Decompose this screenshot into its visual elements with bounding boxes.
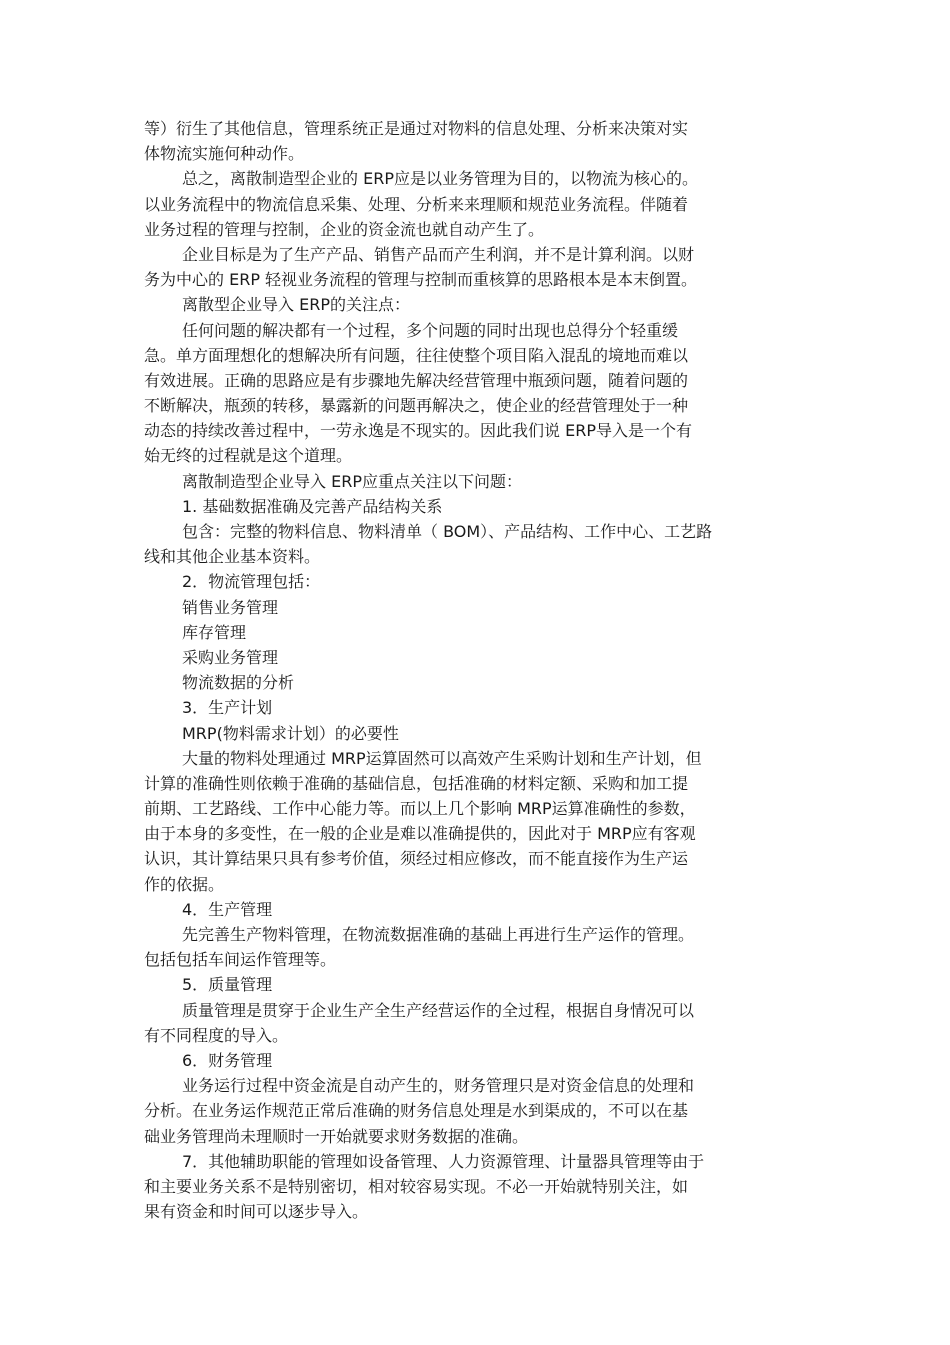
text-line: 物流数据的分析 (182, 673, 295, 693)
text-line: 前期、工艺路线、工作中心能力等。而以上几个影响 MRP运算准确性的参数， (144, 799, 696, 819)
text-line: 离散型企业导入 ERP的关注点： (182, 295, 410, 315)
text-line: 企业目标是为了生产产品、销售产品而产生利润，并不是计算利润。以财 (182, 244, 695, 264)
text-line: 任何问题的解决都有一个过程，多个问题的同时出现也总得分个轻重缓 (182, 320, 679, 340)
text-line: 计算的准确性则依赖于准确的基础信息，包括准确的材料定额、采购和加工提 (144, 773, 689, 793)
text-line: 动态的持续改善过程中，一劳永逸是不现实的。因此我们说 ERP导入是一个有 (144, 421, 692, 441)
text-line: 总之，离散制造型企业的 ERP应是以业务管理为目的，以物流为核心的。 (182, 169, 698, 189)
text-line: 库存管理 (182, 622, 247, 642)
text-line: 7．其他辅助职能的管理如设备管理、人力资源管理、计量器具管理等由于 (182, 1151, 705, 1171)
text-line: 不断解决，瓶颈的转移，暴露新的问题再解决之，使企业的经营管理处于一种 (144, 396, 689, 416)
text-line: 质量管理是贯穿于企业生产全生产经营运作的全过程，根据自身情况可以 (182, 1000, 695, 1020)
text-line: 4．生产管理 (182, 899, 273, 919)
text-line: 业务过程的管理与控制，企业的资金流也就自动产生了。 (144, 219, 545, 239)
text-line: 包含：完整的物料信息、物料清单（ BOM）、产品结构、工作中心、工艺路 (182, 522, 713, 541)
text-line: 2．物流管理包括： (182, 572, 321, 592)
text-line: 础业务管理尚未理顺时一开始就要求财务数据的准确。 (144, 1126, 529, 1146)
text-line: 急。单方面理想化的想解决所有问题，往往使整个项目陷入混乱的境地而难以 (144, 345, 689, 365)
text-line: 有不同程度的导入。 (144, 1025, 289, 1045)
text-line: 业务运行过程中资金流是自动产生的，财务管理只是对资金信息的处理和 (182, 1076, 695, 1096)
text-line: 以业务流程中的物流信息采集、处理、分析来来理顺和规范业务流程。伴随着 (144, 194, 689, 214)
text-line: 果有资金和时间可以逐步导入。 (144, 1202, 369, 1222)
text-line: 线和其他企业基本资料。 (144, 547, 321, 567)
text-line: 体物流实施何种动作。 (144, 144, 305, 164)
text-line: 6．财务管理 (182, 1050, 273, 1070)
text-line: 务为中心的 ERP 轻视业务流程的管理与控制而重核算的思路根本是本末倒置。 (144, 270, 698, 290)
text-line: 包括包括车间运作管理等。 (144, 950, 337, 970)
text-line: 采购业务管理 (182, 647, 279, 667)
text-line: MRP(物料需求计划）的必要性 (182, 723, 399, 743)
text-line: 和主要业务关系不是特别密切，相对较容易实现。不必一开始就特别关注，如 (144, 1176, 689, 1196)
text-line: 始无终的过程就是这个道理。 (144, 446, 353, 466)
text-line: 分析。在业务运作规范正常后准确的财务信息处理是水到渠成的，不可以在基 (144, 1101, 689, 1121)
text-line: 销售业务管理 (182, 597, 279, 617)
text-line: 等）衍生了其他信息，管理系统正是通过对物料的信息处理、分析来决策对实 (144, 119, 689, 138)
text-line: 离散制造型企业导入 ERP应重点关注以下问题： (182, 471, 522, 491)
text-line: 由于本身的多变性，在一般的企业是难以准确提供的，因此对于 MRP应有客观 (144, 824, 696, 844)
text-line: 作的依据。 (144, 874, 225, 894)
body-text (144, 116, 794, 1224)
text-line: 3．生产计划 (182, 698, 273, 718)
text-line: 有效进展。正确的思路应是有步骤地先解决经营管理中瓶颈问题，随着问题的 (144, 370, 689, 390)
text-line: 认识，其计算结果只具有参考价值，须经过相应修改，而不能直接作为生产运 (144, 849, 689, 869)
text-line: 5．质量管理 (182, 975, 273, 995)
text-line: 1. 基础数据准确及完善产品结构关系 (182, 496, 443, 516)
text-line: 先完善生产物料管理，在物流数据准确的基础上再进行生产运作的管理。 (182, 925, 695, 944)
text-line: 大量的物料处理通过 MRP运算固然可以高效产生采购计划和生产计划，但 (182, 748, 702, 768)
